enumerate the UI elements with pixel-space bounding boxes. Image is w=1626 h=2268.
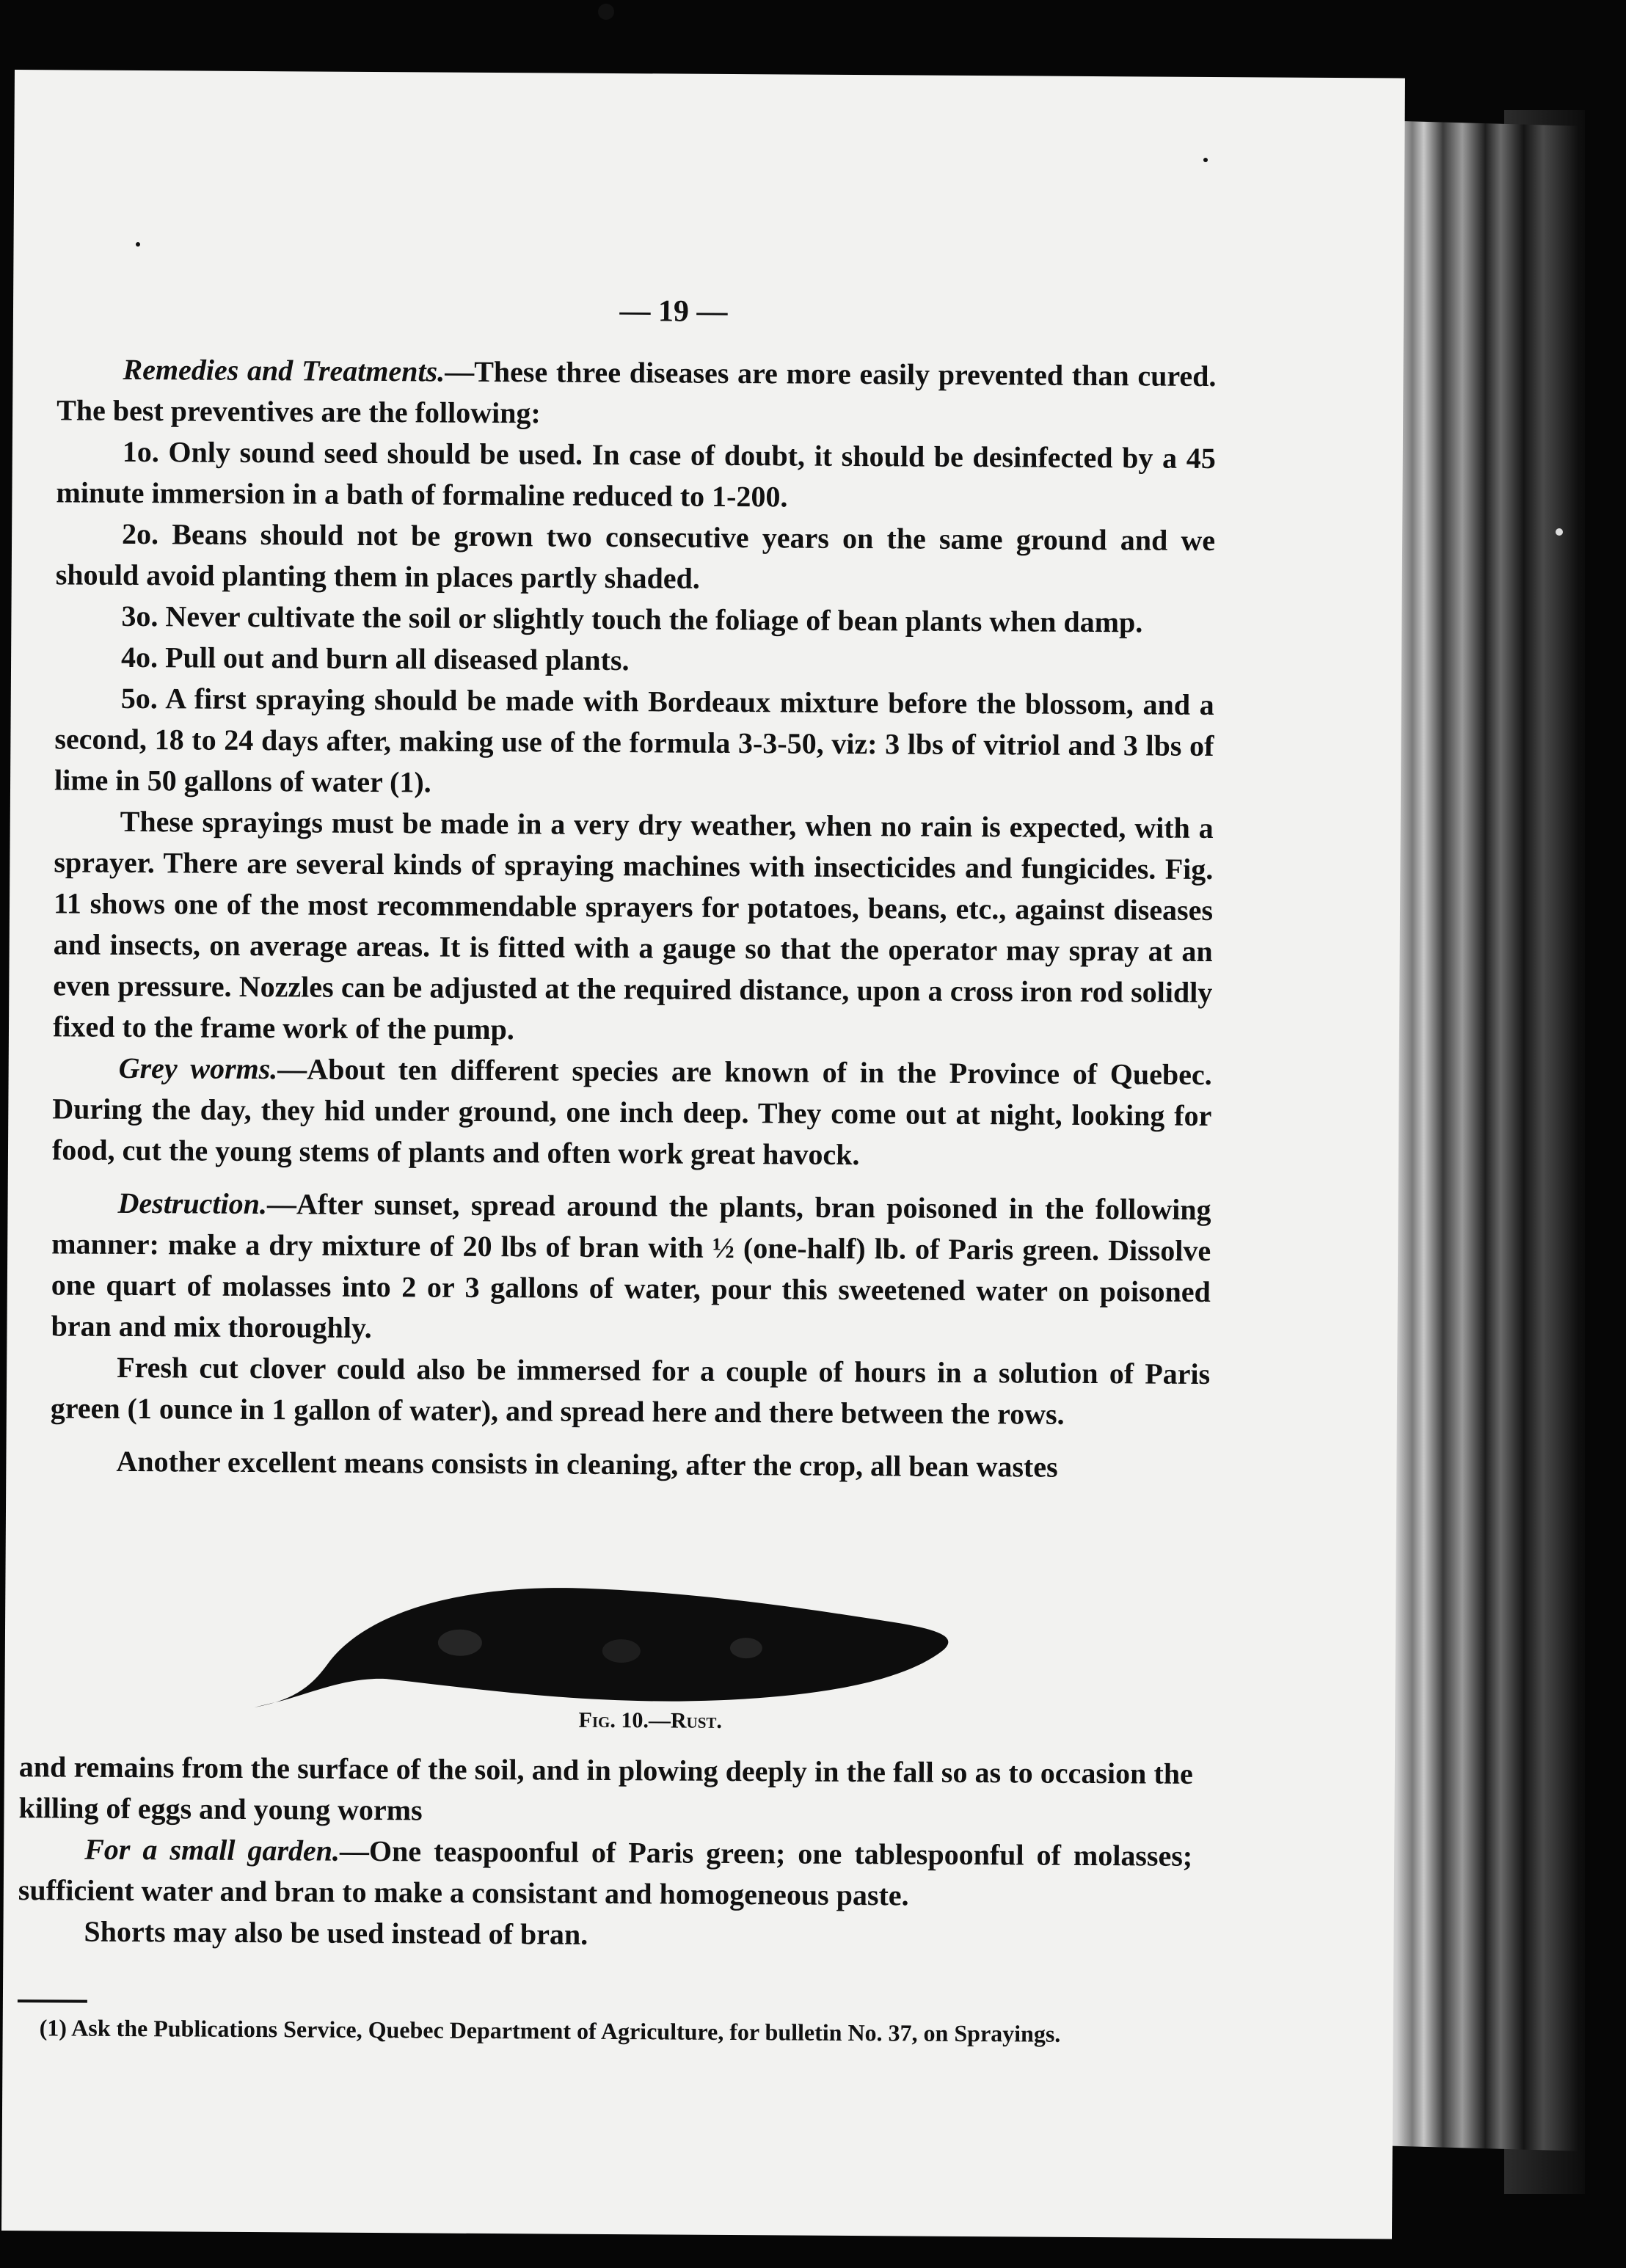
paragraph-another-means: Another excellent means consists in cleaning, after the crop, all bean wastes <box>116 1444 1058 1484</box>
paragraph-shorts: Shorts may also be used instead of bran. <box>84 1914 588 1951</box>
figure-caption: Fig. 10.—Rust. <box>578 1707 723 1733</box>
paragraph-lead: Grey worms. <box>118 1051 278 1086</box>
page-number: — 19 — <box>619 294 728 329</box>
paragraph-sprayings: These sprayings must be made in a very dry weather, when no rain is expected, with a sprayer. There are several kinds of spraying machines with insecticides and fungicides. Fig. 11 shows one of the most recommendable sprayers for potatoes, beans, etc., against diseases and insects, on average areas. It is fitted with a gauge so that the operator may spray at an even pressure. Nozzles can be adjusted at the required distance, upon a cross iron rod solidly fixed to the frame work of the pump. <box>52 804 1214 1046</box>
paragraph-lead: Destruction. <box>117 1186 268 1221</box>
paragraph-item-3: 3o. Never cultivate the soil or slightly touch the foliage of bean plants when damp. <box>121 599 1143 639</box>
footnote-divider <box>18 1999 87 2003</box>
paragraph-remedies <box>56 349 1217 438</box>
paragraph-text: —One teaspoonful of Paris green; one tablespoonful of molasses; sufficient water and bran to make a consistant and homogeneous paste. <box>18 1834 1193 1912</box>
paragraph-grey-worms <box>52 1047 1212 1178</box>
paragraph-text: —These three diseases are more easily prevented than cured. The best preventives are the following: <box>56 354 1217 430</box>
paragraph-lead: For a small garden. <box>84 1832 340 1867</box>
paragraph-small-garden <box>18 1828 1193 1918</box>
bean-pod-image <box>239 1553 959 1719</box>
paragraph-item-4: 4o. Pull out and burn all diseased plants. <box>120 640 630 677</box>
body-text-bottom <box>18 1746 1193 1959</box>
paragraph-item-5: 5o. A first spraying should be made with Bordeaux mixture before the blossom, and a second, 18 to 24 days after, making use of the formula 3-3-50, viz: 3 lbs of vitriol and 3 lbs of lime in 50 gallons of water (1). <box>54 681 1214 799</box>
body-text-top <box>50 349 1216 1489</box>
book-page-edges <box>1385 120 1578 2151</box>
footnote: (1) Ask the Publications Service, Quebec Department of Agriculture, for bulletin No. 37, on Sprayings. <box>39 2014 1061 2047</box>
document-page <box>1 70 1405 2239</box>
paragraph-destruction <box>51 1182 1211 1354</box>
paragraph-remains: and remains from the surface of the soil, and in plowing deeply in the fall so as to occasion the killing of eggs and young worms <box>18 1750 1193 1827</box>
paragraph-lead: Remedies and Treatments. <box>123 352 445 388</box>
paragraph-clover: Fresh cut clover could also be immersed for a couple of hours in a solution of Paris green (1 ounce in 1 gallon of water), and spread here and there between the rows. <box>50 1350 1211 1431</box>
paragraph-item-1: 1o. Only sound seed should be used. In case of doubt, it should be desinfected by a 45 minute immersion in a bath of formaline reduced to 1-200. <box>56 434 1216 514</box>
figure-bean-pod-illustration <box>239 1553 960 1778</box>
paragraph-item-2: 2o. Beans should not be grown two consecutive years on the same ground and we should avoid planting them in places partly shaded. <box>55 517 1216 595</box>
paragraph-text: —About ten different species are known of in the Province of Quebec. During the day, they hid under ground, one inch deep. They come out at night, looking for food, cut the young stems of plants and often work great havock. <box>51 1052 1212 1172</box>
paragraph-text: —After sunset, spread around the plants, bran poisoned in the following manner: make a dry mixture of 20 lbs of bran with ½ (one-half) lb. of Paris green. Dissolve one quart of molasses into 2 or 3 gallons of water, pour this sweetened water on poisoned bran and mix thoroughly. <box>51 1187 1211 1345</box>
